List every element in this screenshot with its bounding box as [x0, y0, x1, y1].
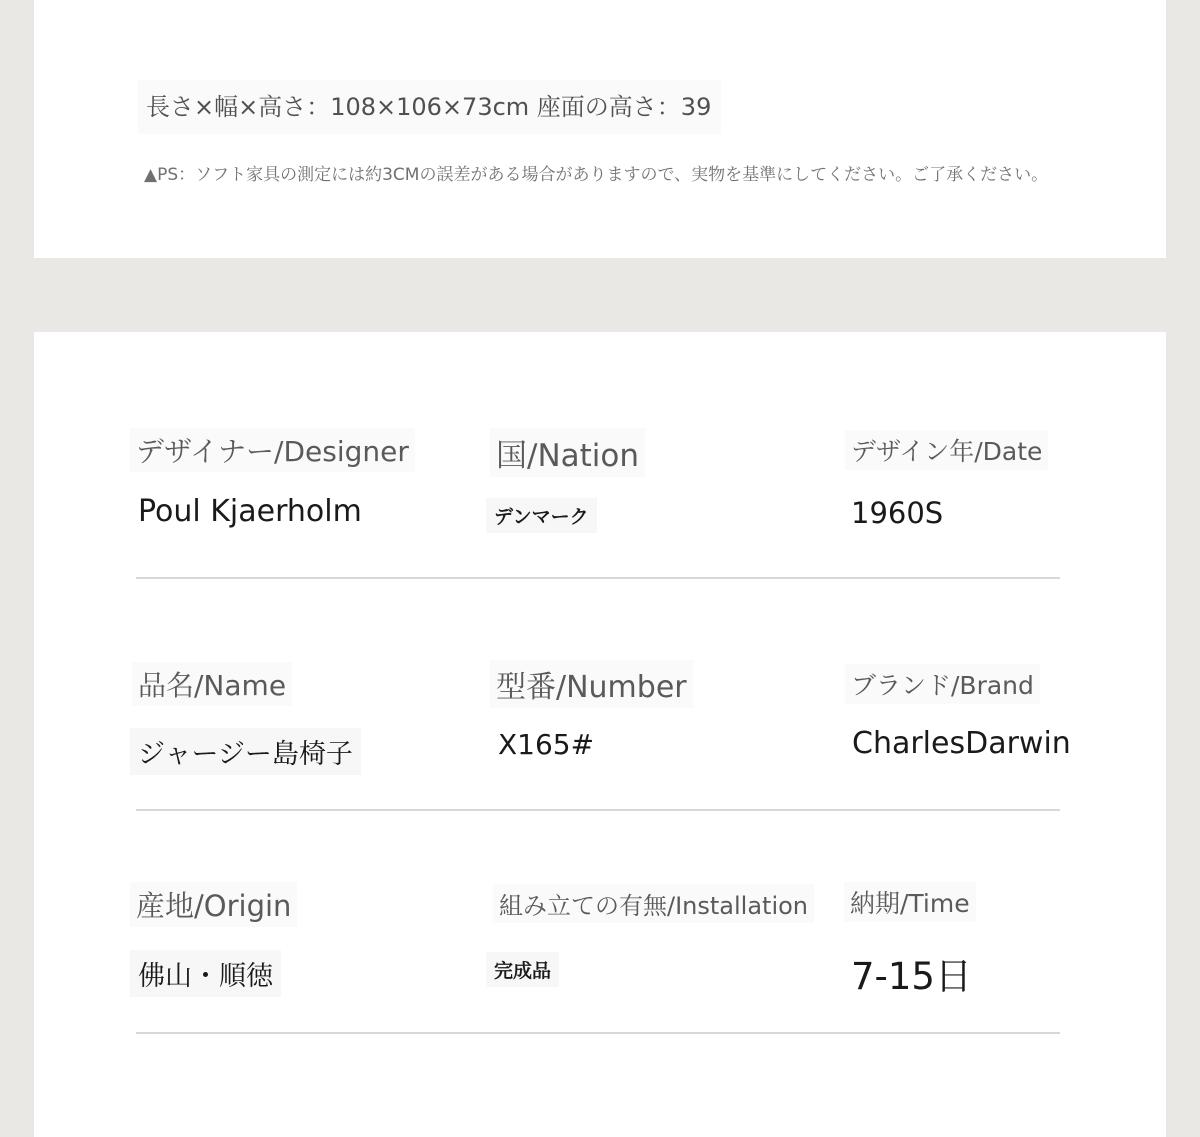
installation-value: 完成品	[486, 952, 559, 987]
spec-card	[34, 0, 1166, 258]
row-divider-1	[136, 577, 1060, 579]
nation-label: 国/Nation	[490, 428, 645, 477]
row-divider-3	[136, 1032, 1060, 1034]
nation-value: デンマーク	[486, 498, 597, 533]
measurement-note: ▲PS：ソフト家具の測定には約3CMの誤差がある場合がありますので、実物を基準にしてください。ご了承ください。	[144, 165, 1049, 185]
designer-value: Poul Kjaerholm	[138, 494, 362, 529]
dimensions-text: 長さ×幅×高さ：108×106×73cm 座面の高さ：39	[138, 80, 721, 134]
time-label: 納期/Time	[844, 882, 976, 922]
brand-label: ブランド/Brand	[845, 664, 1040, 704]
number-label: 型番/Number	[490, 660, 693, 708]
brand-value: CharlesDarwin	[852, 726, 1071, 761]
number-value: X165#	[498, 728, 595, 761]
origin-label: 産地/Origin	[130, 882, 297, 927]
designer-label: デザイナー/Designer	[130, 428, 415, 472]
date-label: デザイン年/Date	[845, 430, 1048, 470]
time-value: 7-15日	[851, 955, 972, 998]
name-label: 品名/Name	[132, 662, 292, 706]
origin-value: 佛山・順徳	[130, 950, 281, 997]
row-divider-2	[136, 809, 1060, 811]
date-value: 1960S	[851, 496, 944, 530]
details-card	[34, 332, 1166, 1137]
installation-label: 組み立ての有無/Installation	[493, 884, 814, 923]
name-value: ジャージー島椅子	[130, 728, 361, 775]
